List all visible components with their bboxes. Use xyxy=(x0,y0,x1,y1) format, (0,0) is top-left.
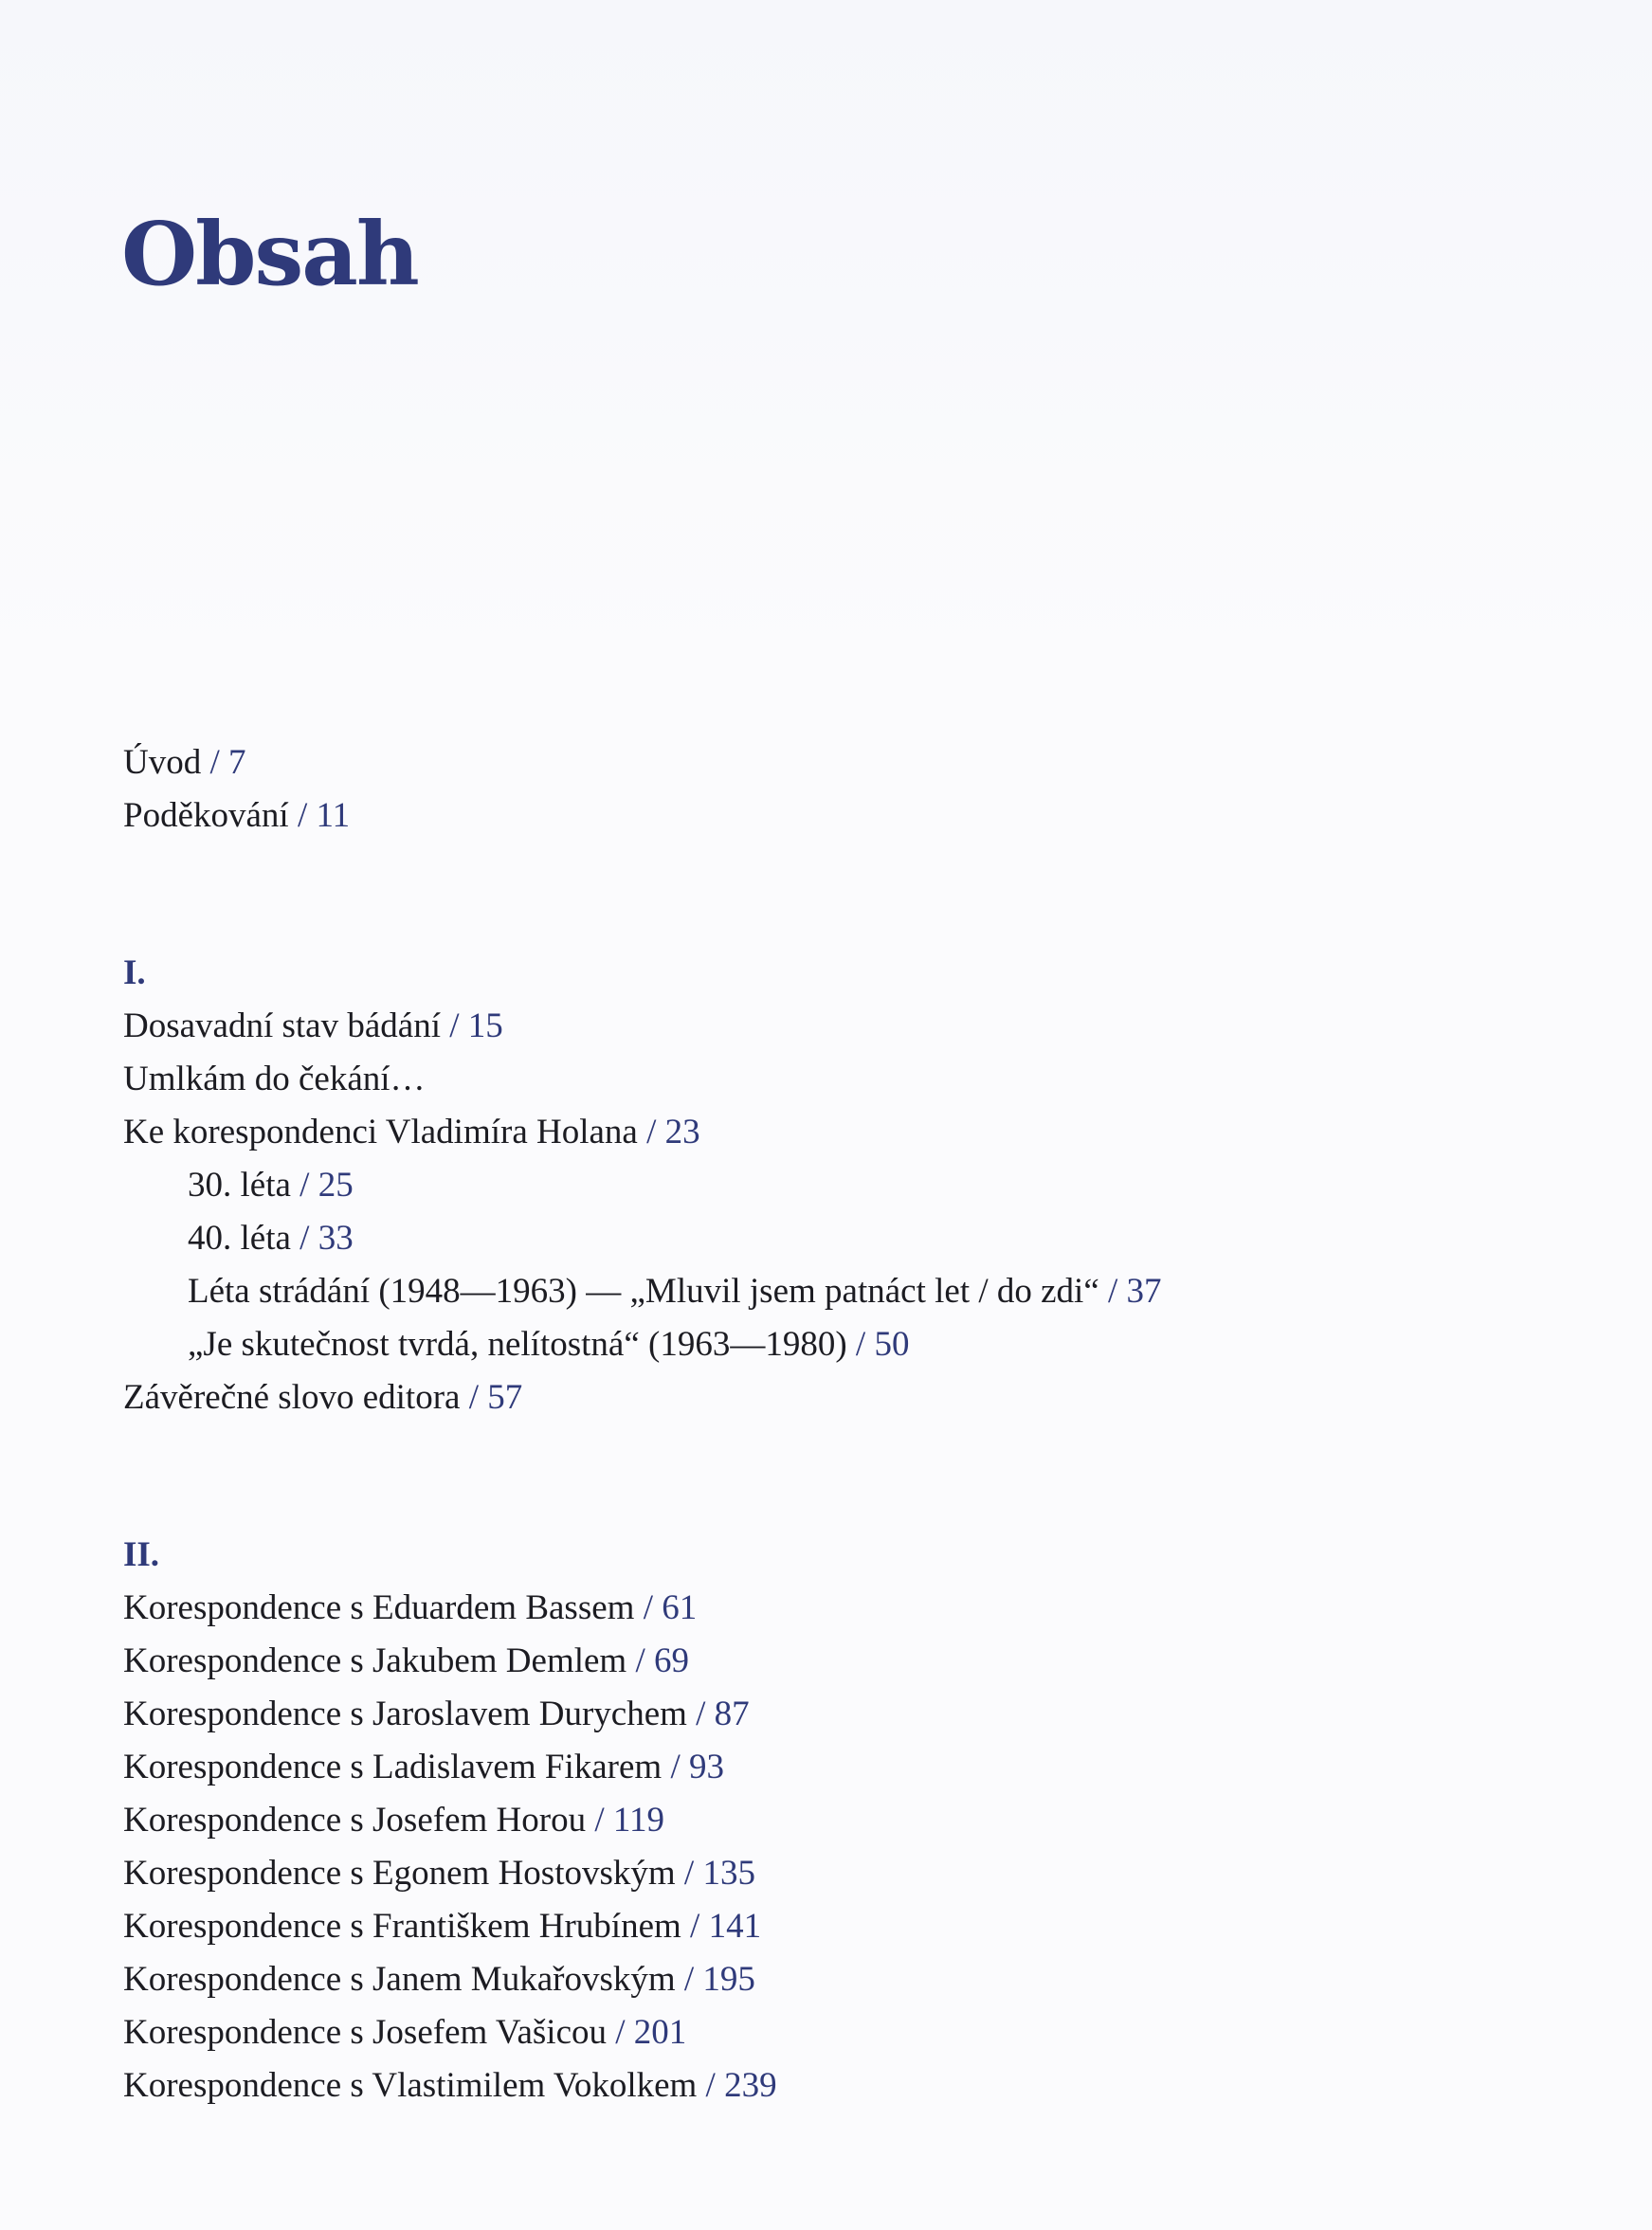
toc-entry-title: Korespondence s Jaroslavem Durychem xyxy=(123,1695,687,1733)
toc-separator: / xyxy=(637,1113,665,1151)
toc-page-number: 93 xyxy=(688,1748,724,1786)
toc-entry-part2-6 xyxy=(123,1856,755,1891)
toc-entry-part2-1 xyxy=(123,1590,697,1625)
toc-entry-title: Závěrečné slovo editora xyxy=(123,1378,461,1417)
toc-page-number: 119 xyxy=(612,1801,664,1840)
toc-separator: / xyxy=(662,1748,689,1786)
toc-separator: / xyxy=(626,1641,654,1680)
toc-page-number: 239 xyxy=(724,2066,777,2105)
toc-entry-title: Korespondence s Eduardem Bassem xyxy=(123,1588,635,1627)
toc-entry-part2-4 xyxy=(123,1750,724,1785)
toc-entry-title: Korespondence s Ladislavem Fikarem xyxy=(123,1748,663,1786)
part-2-heading: II. xyxy=(123,1535,160,1574)
toc-entry-title: Korespondence s Janem Mukařovským xyxy=(123,1960,676,1999)
toc-page-number: 7 xyxy=(228,743,246,782)
toc-entry-title: Korespondence s Egonem Hostovským xyxy=(123,1854,676,1893)
toc-entry-part1-6 xyxy=(188,1274,1162,1309)
toc-page-number: 61 xyxy=(662,1588,698,1627)
toc-entry-part1-5 xyxy=(188,1221,354,1256)
toc-entry-intro-1 xyxy=(123,745,246,780)
toc-entry-title: Korespondence s Vlastimilem Vokolkem xyxy=(123,2066,698,2105)
toc-separator: / xyxy=(697,2066,725,2105)
toc-entry-part1-2 xyxy=(123,1061,426,1097)
toc-page-number: 87 xyxy=(714,1695,750,1733)
toc-entry-title: Korespondence s Josefem Vašicou xyxy=(123,2013,607,2052)
toc-separator: / xyxy=(290,1219,318,1258)
toc-entry-title: 30. léta xyxy=(188,1166,291,1205)
toc-entry-intro-2 xyxy=(123,798,350,833)
toc-page-number: 33 xyxy=(318,1219,354,1258)
toc-entry-title: Korespondence s Jakubem Demlem xyxy=(123,1641,627,1680)
toc-separator: / xyxy=(201,743,229,782)
toc-entry-title: Poděkování xyxy=(123,796,289,835)
toc-entry-part2-10 xyxy=(123,2068,777,2103)
toc-entry-title: Umlkám do čekání… xyxy=(123,1060,426,1098)
toc-entry-part1-4 xyxy=(188,1168,354,1203)
toc-entry-title: Korespondence s Josefem Horou xyxy=(123,1801,587,1840)
toc-separator: / xyxy=(675,1960,703,1999)
toc-entry-part1-1 xyxy=(123,1008,503,1043)
toc-page-number: 69 xyxy=(654,1641,689,1680)
toc-entry-part2-7 xyxy=(123,1909,761,1944)
toc-separator: / xyxy=(288,796,317,835)
toc-entry-part1-3 xyxy=(123,1115,700,1150)
toc-separator: / xyxy=(634,1588,663,1627)
toc-separator: / xyxy=(675,1854,703,1893)
toc-separator: / xyxy=(290,1166,318,1205)
toc-entry-part1-8 xyxy=(123,1380,522,1415)
toc-page-number: 135 xyxy=(702,1854,755,1893)
toc-separator: / xyxy=(1098,1272,1127,1311)
toc-separator: / xyxy=(460,1378,488,1417)
part-1-heading: I. xyxy=(123,953,146,992)
toc-entry-title: Korespondence s Františkem Hrubínem xyxy=(123,1907,681,1946)
toc-entry-part2-9 xyxy=(123,2015,686,2050)
toc-page-number: 57 xyxy=(487,1378,523,1417)
toc-page-number: 11 xyxy=(316,796,351,835)
toc-entry-title: Úvod xyxy=(123,743,202,782)
toc-separator: / xyxy=(440,1006,468,1045)
toc-entry-part1-7 xyxy=(188,1327,909,1362)
toc-page-number: 37 xyxy=(1126,1272,1162,1311)
toc-entry-part2-2 xyxy=(123,1643,689,1678)
toc-entry-part2-3 xyxy=(123,1696,750,1731)
toc-entry-title: Ke korespondenci Vladimíra Holana xyxy=(123,1113,638,1151)
toc-page-number: 50 xyxy=(874,1325,910,1364)
toc-entry-part2-5 xyxy=(123,1803,664,1838)
toc-entry-part2-8 xyxy=(123,1962,755,1997)
toc-page-number: 141 xyxy=(708,1907,762,1946)
toc-page-number: 195 xyxy=(702,1960,755,1999)
toc-entry-title: 40. léta xyxy=(188,1219,291,1258)
toc-separator: / xyxy=(846,1325,875,1364)
toc-page-number: 15 xyxy=(467,1006,503,1045)
toc-separator: / xyxy=(681,1907,709,1946)
toc-entry-title: „Je skutečnost tvrdá, nelítostná“ (1963—1980) xyxy=(188,1325,847,1364)
toc-separator: / xyxy=(686,1695,715,1733)
toc-entry-title: Dosavadní stav bádání xyxy=(123,1006,441,1045)
toc-page-number: 23 xyxy=(664,1113,700,1151)
toc-separator: / xyxy=(586,1801,613,1840)
toc-entry-title: Léta strádání (1948—1963) — „Mluvil jsem patnáct let / do zdi“ xyxy=(188,1272,1099,1311)
toc-separator: / xyxy=(607,2013,634,2052)
toc-page-number: 201 xyxy=(633,2013,687,2052)
toc-page-number: 25 xyxy=(318,1166,354,1205)
page-title: Obsah xyxy=(121,203,418,305)
